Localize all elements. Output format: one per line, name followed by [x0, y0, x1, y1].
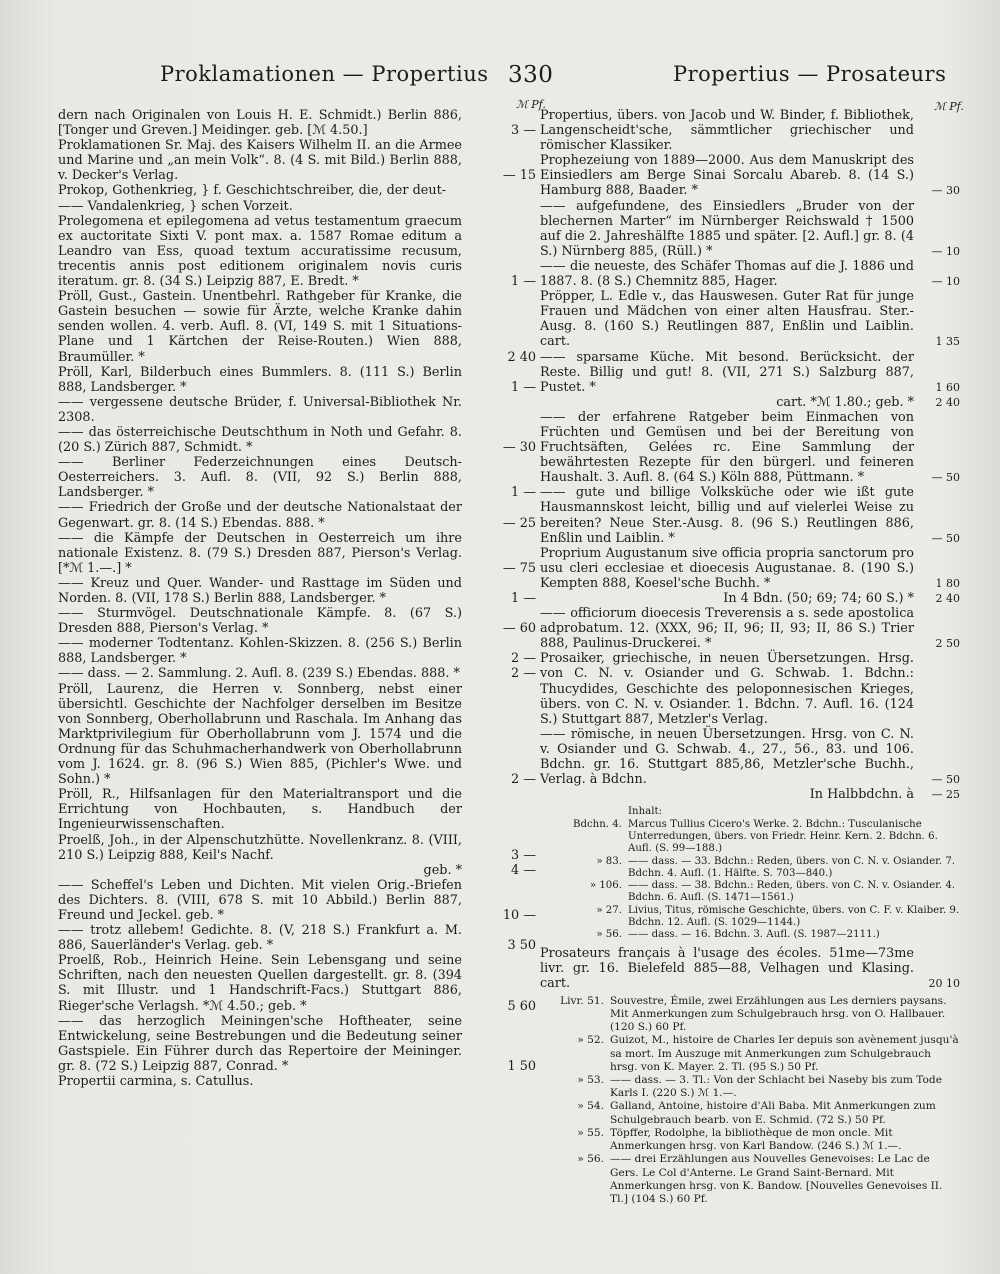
price: — 30: [502, 440, 536, 456]
contents-row: Bdchn. 4. Marcus Tullius Cicero's Werke. 2. Bdchn.: Tusculanische Unterredungen, übers. von Friedr. Heinr. Kern. 2. Bdchn. 6. Aufl. (S. 99—188.): [540, 819, 960, 856]
price: 2 —: [510, 666, 536, 682]
right-column: [540, 108, 960, 1210]
catalog-entry: —— dass. — 2. Sammlung. 2. Aufl. 8. (239 S.) Ebendas. 888. * 2 —: [58, 666, 536, 682]
livraison-ref: » 53.: [577, 1074, 604, 1087]
catalog-entry: Proelß, Rob., Heinrich Heine. Sein Lebensgang und seine Schriften, nach den neuesten Quellen dargestellt. gr. 8. (394 S. mit Illustr. und 1 Handschrift-Facs.) Stuttgart 886, Rieger'sche Verlagsh. *ℳ 4.50.; geb. * 5 60: [58, 953, 536, 1014]
catalog-entry: —— Scheffel's Leben und Dichten. Mit vielen Orig.-Briefen des Dichters. 8. (VIII, 678 S. mit 10 Abbild.) Berlin 887, Freund und Jeckel. geb. * 10 —: [58, 877, 536, 923]
price: — 15: [502, 168, 536, 184]
price: 10 —: [502, 907, 536, 923]
running-head-right: Propertius — Prosateurs: [673, 62, 947, 86]
livraison-ref: » 52.: [577, 1034, 604, 1047]
price: 2 40: [935, 592, 960, 605]
price: 1 —: [510, 485, 536, 501]
catalog-entry: Pröpper, L. Edle v., das Hauswesen. Guter Rat für junge Frauen und Mädchen von einer alten Hausfrau. Ster.-Ausg. 8. (160 S.) Reutlingen 887, Enßlin und Laiblin. cart. 1 35: [540, 289, 960, 350]
catalog-entry: —— Kreuz und Quer. Wander- und Rasttage im Süden und Norden. 8. (VII, 178 S.) Berlin 888, Landsberger. * 1 —: [58, 575, 536, 606]
catalog-entry: Prosaiker, griechische, in neuen Übersetzungen. Hrsg. von C. N. v. Osiander und G. Schwab. 1. Bdchn.: Thucydides, Geschichte des peloponnesischen Krieges, übers. von C. N. v. Osiander. 1. Bdchn. 7. Aufl. 16. (124 S.) Stuttgart 887, Metzler's Verlag.: [540, 651, 914, 727]
livraison-ref: » 54.: [577, 1100, 604, 1113]
left-column: [58, 108, 536, 1089]
price: 1 50: [507, 1058, 536, 1074]
price: — 10: [931, 244, 960, 258]
price: 2 40: [507, 349, 536, 365]
currency-header-right: ℳ Pf.: [934, 100, 964, 113]
catalog-entry: geb. * 4 —: [423, 862, 536, 878]
catalog-entry: —— moderner Todtentanz. Kohlen-Skizzen. 8. (256 S.) Berlin 888, Landsberger. * 2 —: [58, 636, 536, 667]
price: — 50: [931, 471, 960, 485]
price: — 25: [931, 788, 960, 802]
catalog-entry: —— das österreichische Deutschthum in Noth und Gefahr. 8. (20 S.) Zürich 887, Schmidt. * — 30: [58, 424, 536, 456]
price: 20 10: [928, 976, 960, 990]
catalog-entry: —— trotz allebem! Gedichte. 8. (V, 218 S.) Frankfurt a. M. 886, Sauerländer's Verlag. geb. * 3 50: [58, 923, 536, 954]
catalog-entry: Prokop, Gothenkrieg, } f. Geschichtschreiber, die, der deut-: [58, 183, 447, 199]
catalog-entry: —— Berliner Federzeichnungen eines Deutsch-Oesterreichers. 3. Aufl. 8. (VII, 92 S.) Berlin 888, Landsberger. * 1 —: [58, 455, 536, 501]
contents-row: » 106. —— dass. — 38. Bdchn.: Reden, übers. von C. N. v. Osiander. 4. Bdchn. 6. Aufl. (S. 1471—1561.): [540, 880, 960, 905]
volume-ref: » 56.: [596, 929, 622, 941]
catalog-entry: Pröll, Karl, Bilderbuch eines Bummlers. 8. (111 S.) Berlin 888, Landsberger. * 1 —: [58, 364, 536, 395]
price: 2 50: [935, 637, 960, 651]
price: — 10: [931, 275, 960, 289]
livraison-ref: » 56.: [577, 1153, 604, 1166]
price: 1 80: [935, 576, 960, 590]
price: 1 60: [935, 380, 960, 394]
catalog-entry: Prosateurs français à l'usage des écoles. 51me—73me livr. gr. 16. Bielefeld 885—88, Velhagen und Klasing. cart. 20 10: [540, 945, 960, 991]
page-number: 330: [508, 62, 554, 88]
price: 2 —: [510, 651, 536, 667]
catalog-entry: —— Sturmvögel. Deutschnationale Kämpfe. 8. (67 S.) Dresden 888, Pierson's Verlag. * — 60: [58, 606, 536, 637]
price: 4 —: [510, 862, 536, 878]
livraison-row: » 53. —— dass. — 3. Tl.: Von der Schlacht bei Naseby bis zum Tode Karls I. (220 S.) ℳ 1.—.: [540, 1074, 960, 1100]
price: 1 35: [935, 335, 960, 349]
catalog-entry: Pröll, Gust., Gastein. Unentbehrl. Rathgeber für Kranke, die Gastein besuchen — sowie für Ärzte, welche Kranke dahin senden wollen. 4. verb. Aufl. 8. (VI, 149 S. mit 1 Situations-Plane und 1 Kärtchen der Reise-Routen.) Wien 888, Braumüller. * 2 40: [58, 289, 536, 365]
price: — 30: [931, 184, 960, 198]
contents-row: » 56. —— dass. — 16. Bdchn. 3. Aufl. (S. 1987—2111.): [540, 929, 960, 941]
catalog-entry: Propertii carmina, s. Catullus.: [58, 1074, 254, 1089]
volume-ref: » 27.: [596, 904, 622, 916]
livraison-row: » 55. Töpffer, Rodolphe, la bibliothèque de mon oncle. Mit Anmerkungen hrsg. von Karl Bandow. (246 S.) ℳ 1.—.: [540, 1127, 960, 1153]
catalog-entry: Prophezeiung von 1889—2000. Aus dem Manuskript des Einsiedlers am Berge Sinai Sorcalu Abareb. 8. (14 S.) Hamburg 888, Baader. * — 30: [540, 153, 960, 199]
currency-header-left: ℳ Pf.: [516, 98, 546, 111]
catalog-entry: Proklamationen Sr. Maj. des Kaisers Wilhelm II. an die Armee und Marine und „an mein Volk“. 8. (4 S. mit Bild.) Berlin 888, v. Decker's Verlag. — 15: [58, 138, 536, 184]
catalog-entry: —— vergessene deutsche Brüder, f. Universal-Bibliothek Nr. 2308.: [58, 394, 462, 425]
price: — 25: [502, 515, 536, 531]
livraison-row: » 54. Galland, Antoine, histoire d'Ali Baba. Mit Anmerkungen zum Schulgebrauch bearb. von E. Schmid. (72 S.) 50 Pf.: [540, 1100, 960, 1126]
livraison-ref: Livr. 51.: [560, 994, 604, 1007]
price: 3 —: [510, 123, 536, 139]
volume-ref: » 83.: [596, 855, 622, 867]
price: 1 —: [510, 274, 536, 290]
catalog-entry: —— der erfahrene Ratgeber beim Einmachen von Früchten und Gemüsen und bei der Bereitung von Fruchtsäften, Gelées rc. Eine Sammlung der bewährtesten Rezepte für den bürgerl. und feineren Haushalt. 3. Aufl. 8. (64 S.) Köln 888, Püttmann. * — 50: [540, 409, 960, 486]
catalog-entry: cart. *ℳ 1.80.; geb. * 2 40: [776, 394, 960, 410]
catalog-entry: Proprium Augustanum sive officia propria sanctorum pro usu cleri ecclesiae et dioecesis Augustanae. 8. (190 S.) Kempten 888, Koesel'sche Buchh. * 1 80: [540, 545, 960, 591]
catalog-entry: —— gute und billige Volksküche oder wie ißt gute Hausmannskost leicht, billig und auf vielerlei Weise zu bereiten? Neue Ster.-Ausg. 8. (96 S.) Reutlingen 886, Enßlin und Laiblin. * — 50: [540, 485, 960, 546]
contents-list: [540, 806, 960, 941]
catalog-entry: —— die Kämpfe der Deutschen in Oesterreich um ihre nationale Existenz. 8. (79 S.) Dresden 887, Pierson's Verlag. [*ℳ 1.—.] * — 75: [58, 530, 536, 576]
catalog-entry: —— Friedrich der Große und der deutsche Nationalstaat der Gegenwart. gr. 8. (14 S.) Ebendas. 888. * — 25: [58, 500, 536, 531]
catalog-entry: —— das herzoglich Meiningen'sche Hoftheater, seine Entwickelung, seine Bestrebungen und die Bedeutung seiner Gastspiele. Ein Führer durch das Repertoire der Meininger. gr. 8. (72 S.) Leipzig 887, Conrad. * 1 50: [58, 1013, 536, 1074]
volume-ref: » 106.: [589, 880, 622, 892]
running-head-left: Proklamationen — Propertius: [160, 62, 489, 86]
livraison-row: Livr. 51. Souvestre, Émile, zwei Erzählungen aus Les derniers paysans. Mit Anmerkungen zum Schulgebrauch hrsg. von O. Hallbauer. (120 S.) 60 Pf.: [540, 995, 960, 1035]
catalog-entry: —— officiorum dioecesis Treverensis a s. sede apostolica adprobatum. 12. (XXX, 96; II, 96; II, 93; II, 86 S.) Trier 888, Paulinus-Druckerei. * 2 50: [540, 606, 960, 652]
catalog-entry: —— aufgefundene, des Einsiedlers „Bruder von der blechernen Marter“ im Nürnberger Reichswald † 1500 auf die 2. Jahreshälfte 1885 und später. [2. Aufl.] gr. 8. (4 S.) Nürnberg 885, (Rüll.) * — 10: [540, 198, 960, 259]
catalog-entry: —— die neueste, des Schäfer Thomas auf die J. 1886 und 1887. 8. (8 S.) Chemnitz 885, Hager. — 10: [540, 258, 960, 290]
price: — 75: [502, 560, 536, 576]
livraison-row: » 56. —— drei Erzählungen aus Nouvelles Genevoises: Le Lac de Gers. Le Col d'Anterne. Le Grand Saint-Bernard. Mit Anmerkungen hrsg. von K. Bandow. [Nouvelles Genevoises II. Tl.] (104 S.) 60 Pf.: [540, 1153, 960, 1206]
livraison-ref: » 55.: [577, 1126, 604, 1139]
contents-row: » 83. —— dass. — 33. Bdchn.: Reden, übers. von C. N. v. Osiander. 7. Bdchn. 4. Aufl. (1. Hälfte. S. 703—840.): [540, 856, 960, 881]
catalog-entry: —— römische, in neuen Übersetzungen. Hrsg. von C. N. v. Osiander und G. Schwab. 4., 27., 56., 83. und 106. Bdchn. gr. 16. Stuttgart 885,86, Metzler'sche Buchh., Verlag. à Bdchn. — 50: [540, 726, 960, 788]
catalog-entry: Pröll, R., Hilfsanlagen für den Materialtransport und die Errichtung von Hochbauten, s. Handbuch der Ingenieurwissenschaften.: [58, 787, 462, 833]
price: 2 40: [935, 395, 960, 409]
contents-title: Inhalt:: [628, 806, 663, 818]
catalog-entry: Proelß, Joh., in der Alpenschutzhütte. Novellenkranz. 8. (VIII, 210 S.) Leipzig 888, Keil's Nachf. 3 —: [58, 832, 536, 863]
catalog-entry: —— sparsame Küche. Mit besond. Berücksicht. der Reste. Billig und gut! 8. (VII, 271 S.) Salzburg 887, Pustet. * 1 60: [540, 349, 960, 395]
livraison-row: » 52. Guizot, M., histoire de Charles Ier depuis son avènement jusqu'à sa mort. Im Auszuge mit Anmerkungen zum Schulgebrauch hrsg. von K. Mayer. 2. Tl. (95 S.) 50 Pf.: [540, 1034, 960, 1074]
price: 5 60: [507, 998, 536, 1014]
catalog-entry: dern nach Originalen von Louis H. E. Schmidt.) Berlin 886, [Tonger und Greven.] Meidinger. geb. [ℳ 4.50.] 3 —: [58, 108, 536, 139]
price: 3 50: [507, 938, 536, 954]
catalog-entry: In Halbbdchn. à — 25: [809, 787, 960, 803]
price: 1 —: [510, 379, 536, 395]
price: — 60: [502, 621, 536, 637]
livraisons-list: [540, 995, 960, 1206]
catalog-entry: In 4 Bdn. (50; 69; 74; 60 S.) * 2 40: [723, 591, 960, 606]
catalog-entry: —— Vandalenkrieg, } schen Vorzeit.: [58, 198, 293, 214]
catalog-entry: Pröll, Laurenz, die Herren v. Sonnberg, nebst einer übersichtl. Geschichte der Nachfolger derselben im Besitze von Sonnberg, Oberhollabrunn und Raschala. Im Anhang das Marktprivilegium für Oberhollabrunn vom J. 1574 und die Ordnung für das Schuhmacherhandwerk von Oberhollabrunn vom J. 1624. gr. 8. (96 S.) Wien 885, (Pichler's Wwe. und Sohn.) * 2 —: [58, 681, 536, 788]
price: 1 —: [510, 591, 536, 606]
price: — 50: [931, 773, 960, 787]
volume-ref: Bdchn. 4.: [572, 818, 622, 830]
catalog-entry: Propertius, übers. von Jacob und W. Binder, f. Bibliothek, Langenscheidt'sche, sämmtlicher griechischer und römischer Klassiker.: [540, 108, 914, 154]
price: — 50: [931, 531, 960, 545]
price: 2 —: [510, 772, 536, 788]
contents-row: » 27. Livius, Titus, römische Geschichte, übers. von C. F. v. Klaiber. 9. Bdchn. 12. Aufl. (S. 1029—1144.): [540, 905, 960, 930]
catalog-entry: Prolegomena et epilegomena ad vetus testamentum graecum ex auctoritate Sixti V. pont max. a. 1587 Romae editum a Leandro van Ess, quoad textum accuratissime recusum, trecentis annis post editionem originalem novis curis iteratum. gr. 8. (34 S.) Leipzig 887, E. Bredt. * 1 —: [58, 213, 536, 290]
price: 3 —: [510, 847, 536, 863]
